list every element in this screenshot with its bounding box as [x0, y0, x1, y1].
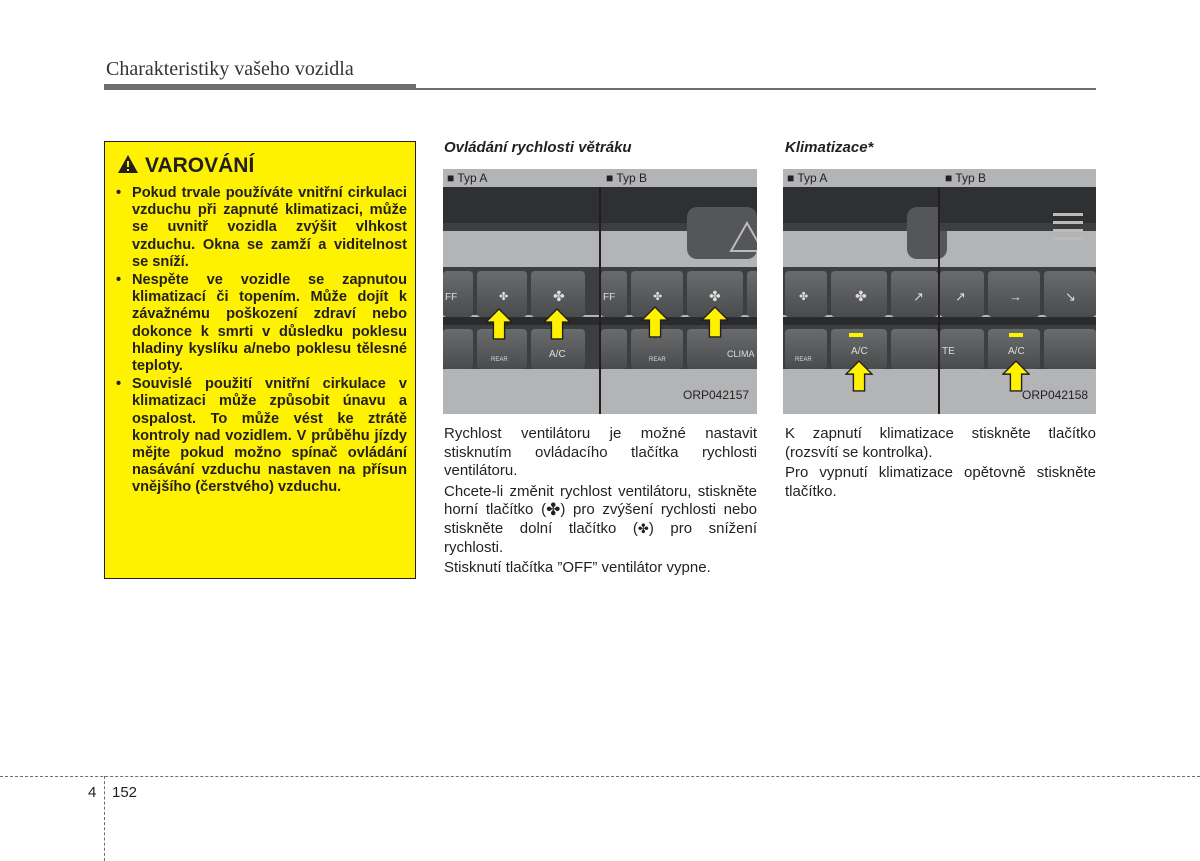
- warning-box: [104, 141, 416, 579]
- svg-text:A/C: A/C: [851, 346, 868, 357]
- svg-text:✤: ✤: [709, 288, 721, 304]
- fan-low-icon: ✤: [637, 520, 649, 536]
- running-header: Charakteristiky vašeho vozidla: [106, 58, 354, 80]
- svg-text:✤: ✤: [499, 291, 509, 303]
- page-number: 152: [112, 784, 138, 801]
- header-rule-thin: [416, 88, 1096, 90]
- svg-text:REAR: REAR: [795, 357, 812, 363]
- svg-text:FF: FF: [603, 292, 616, 303]
- warning-triangle-icon: [117, 154, 139, 174]
- paragraph: Pro vypnutí klimatizace opětovně stiskněte tlačítko.: [785, 464, 1096, 500]
- fan-section-heading: Ovládání rychlosti větráku: [444, 139, 632, 156]
- svg-text:✤: ✤: [653, 291, 663, 303]
- paragraph: K zapnutí klimatizace stiskněte tlačítko (rozsvítí se kontrolka).: [785, 425, 1096, 461]
- paragraph: Stisknutí tlačítka ”OFF” ventilátor vypne.: [444, 559, 711, 577]
- ac-section-heading: Klimatizace*: [785, 139, 874, 156]
- paragraph: Rychlost ventilátoru je možné nastavit stisknutím ovládacího tlačítka rychlosti ventilátoru.: [444, 425, 757, 480]
- svg-text:A/C: A/C: [1008, 346, 1025, 357]
- warning-title: [117, 154, 254, 178]
- svg-text:✤: ✤: [855, 288, 867, 304]
- ac-figure: [783, 169, 1096, 414]
- footer-rule: [0, 776, 1200, 777]
- fan-figure: [443, 169, 757, 414]
- fan-high-icon: ✤: [546, 500, 561, 520]
- footer-divider: [104, 776, 105, 861]
- warning-item: • Souvislé použití vnitřní cirkulace v klimatizaci může způsobit únavu a ospalost. To může vést ke ztrátě kontroly nad vozidlem. V průběhu jízdy mějte pokud možno spínač ovládání nasávání vzduchu nastaven na přísun vnějšího (čerstvého) vzduchu.: [115, 376, 407, 496]
- svg-text:↗: ↗: [955, 289, 966, 304]
- svg-text:↗: ↗: [913, 289, 924, 304]
- svg-text:REAR: REAR: [649, 357, 666, 363]
- ac-section-body: [785, 425, 1096, 503]
- warning-item: • Pokud trvale používáte vnitřní cirkulaci vzduchu při zapnuté klimatizaci, může se uvnitř vozidla zvýšit vlhkost vzduchu. Okna se zamží a viditelnost se sníží.: [115, 185, 407, 271]
- figure-code: ORP042157: [683, 388, 750, 402]
- figure-type-b-label: ■ Typ B: [606, 171, 648, 185]
- figure-type-b-label: ■ Typ B: [945, 171, 987, 185]
- header-rule-thick: [104, 84, 416, 90]
- svg-text:CLIMA: CLIMA: [727, 349, 755, 359]
- svg-text:✤: ✤: [799, 291, 809, 303]
- svg-text:TE: TE: [942, 346, 955, 357]
- warning-list: [115, 185, 407, 498]
- warning-title-text: VAROVÁNÍ: [145, 154, 255, 177]
- chapter-number: 4: [88, 784, 97, 801]
- warning-item: • Nespěte ve vozidle se zapnutou klimatizací či topením. Může dojít k závažnému poškození zdraví nebo dokonce k smrti v důsledku poklesu hladiny kyslíku a/nebo poklesu tělesné teploty.: [115, 272, 407, 375]
- figure-type-a-label: ■ Typ A: [787, 171, 828, 185]
- figure-code: ORP042158: [1022, 388, 1089, 402]
- figure-type-a-label: ■ Typ A: [447, 171, 488, 185]
- paragraph: Chcete-li změnit rychlost ventilátoru, stiskněte horní tlačítko (✤) pro zvýšení rychlosti nebo stiskněte dolní tlačítko (✤) pro snížení rychlosti.: [444, 482, 758, 556]
- svg-text:FF: FF: [445, 292, 458, 303]
- fan-section-body: [444, 425, 757, 580]
- svg-text:↘: ↘: [1065, 289, 1076, 304]
- svg-text:A/C: A/C: [549, 349, 566, 360]
- svg-text:✤: ✤: [553, 288, 565, 304]
- rear-label: REAR: [491, 357, 508, 363]
- svg-text:→: →: [1009, 289, 1022, 304]
